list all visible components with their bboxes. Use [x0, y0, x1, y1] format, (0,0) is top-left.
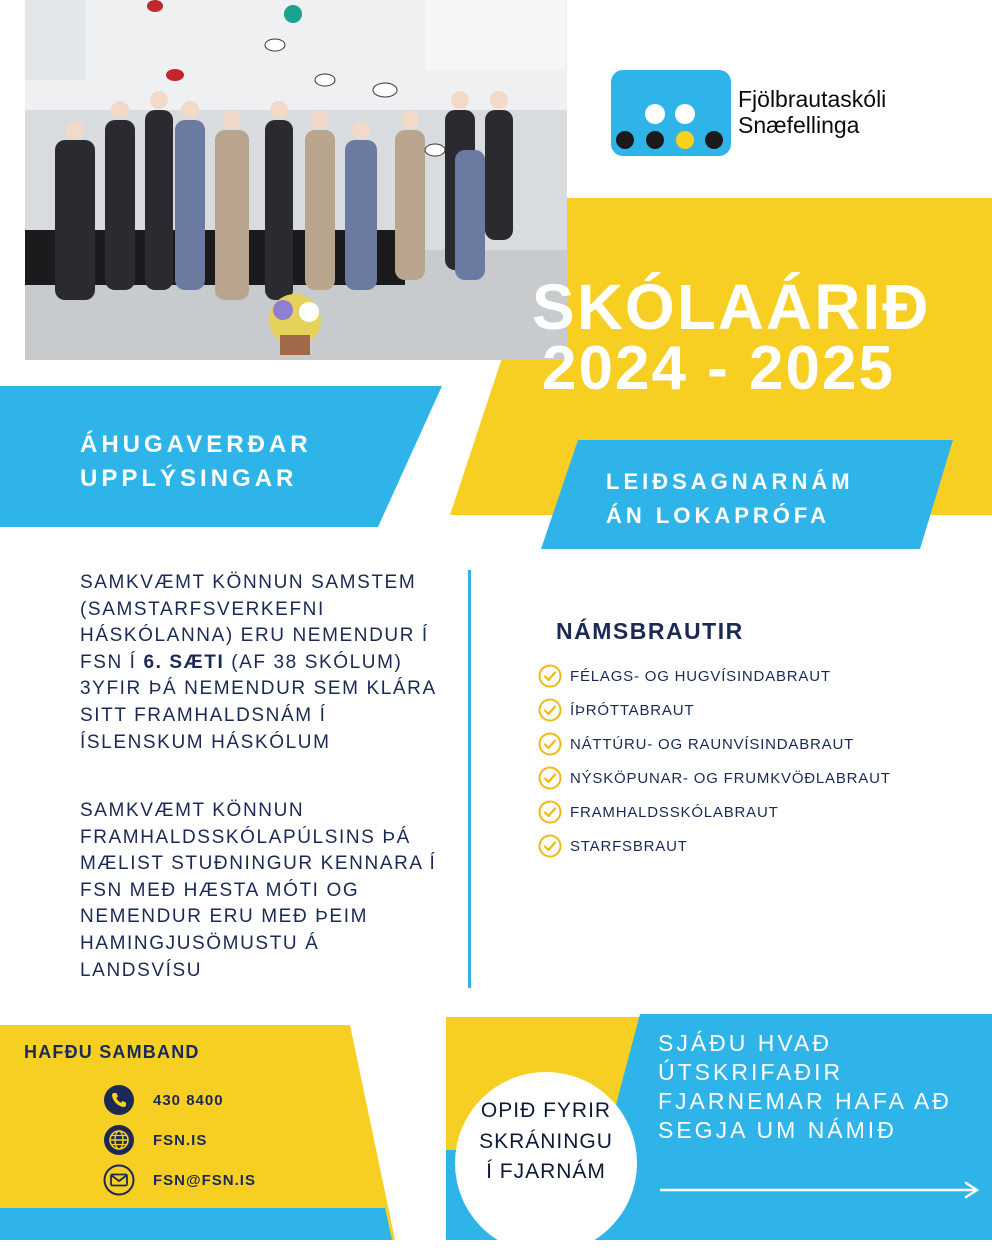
- logo-line-1: Fjölbrautaskóli: [738, 86, 887, 112]
- open-registration-text: [460, 1096, 632, 1188]
- program-item: [538, 831, 688, 861]
- globe-icon: [103, 1124, 135, 1156]
- program-label: NÁTTÚRU- OG RAUNVÍSINDABRAUT: [570, 735, 855, 753]
- check-circle-icon: [538, 834, 562, 858]
- contact-website[interactable]: [103, 1123, 207, 1157]
- school-year-dates: 2024 - 2025: [542, 334, 895, 403]
- logo-line-2: Snæfellinga: [738, 112, 860, 138]
- school-logo: [611, 70, 731, 156]
- phone-number: 430 8400: [153, 1091, 224, 1109]
- testimonial-line-2: ÚTSKRIFAÐIR: [658, 1059, 844, 1085]
- testimonial-line-4: SEGJA UM NÁMIÐ: [658, 1117, 897, 1143]
- survey-paragraph-2: SAMKVÆMT KÖNNUN FRAMHALDSSKÓLAPÚLSINS ÞÁ MÆLIST STUÐNINGUR KENNARA Í FSN MEÐ HÆSTA MÓTI OG NEMENDUR ERU MEÐ ÞEIM HAMINGJUSÖMUSTU Á LANDSVÍSU: [80, 800, 437, 981]
- program-item: [538, 729, 854, 759]
- program-item: [538, 763, 891, 793]
- info-banner-heading: [80, 428, 312, 496]
- program-item: [538, 661, 831, 691]
- program-item: [538, 695, 694, 725]
- contact-blue-strip: [0, 1208, 392, 1240]
- arrow-right-icon[interactable]: [660, 1180, 982, 1200]
- phone-icon: [103, 1084, 135, 1116]
- check-circle-icon: [538, 732, 562, 756]
- testimonial-link-text[interactable]: [658, 1029, 978, 1145]
- program-label: FÉLAGS- OG HUGVÍSINDABRAUT: [570, 667, 831, 685]
- program-label: ÍÞRÓTTABRAUT: [570, 701, 695, 719]
- open-line-3: Í FJARNÁM: [486, 1160, 606, 1183]
- info-banner-line-2: UPPLÝSINGAR: [80, 465, 298, 492]
- column-divider: [468, 570, 471, 988]
- check-circle-icon: [538, 800, 562, 824]
- email-address: FSN@FSN.IS: [153, 1171, 256, 1189]
- contact-email[interactable]: [103, 1163, 256, 1197]
- contact-title: HAFÐU SAMBAND: [24, 1042, 200, 1062]
- logo-wordmark: [738, 86, 886, 138]
- para1-before: SAMKVÆMT KÖNNUN SAMSTEM (SAMSTARFSVERKEFNI HÁSKÓLANNA) ERU NEMENDUR Í FSN Í: [80, 572, 429, 673]
- school-year-title: SKÓLAÁRIÐ: [532, 271, 931, 343]
- testimonial-line-1: SJÁÐU HVAÐ: [658, 1030, 832, 1056]
- program-label: FRAMHALDSSKÓLABRAUT: [570, 803, 779, 821]
- check-circle-icon: [538, 766, 562, 790]
- logo-dots-icon: [611, 70, 731, 156]
- info-banner-line-1: ÁHUGAVERÐAR: [80, 431, 312, 458]
- check-circle-icon: [538, 698, 562, 722]
- para1-after: (AF 38 SKÓLUM) 3YFIR ÞÁ NEMENDUR SEM KLÁRA SITT FRAMHALDSNÁM Í ÍSLENSKUM HÁSKÓLUM: [80, 651, 436, 753]
- guided-banner-heading: [606, 465, 854, 533]
- para1-bold: 6. SÆTI: [143, 651, 225, 673]
- guided-banner-line-1: LEIÐSAGNARNÁM: [606, 469, 854, 494]
- program-label: NÝSKÖPUNAR- OG FRUMKVÖÐLABRAUT: [570, 769, 891, 787]
- guided-banner-line-2: ÁN LOKAPRÓFA: [606, 503, 830, 528]
- program-item: [538, 797, 779, 827]
- program-label: STARFSBRAUT: [570, 837, 688, 855]
- open-line-2: SKRÁNINGU: [479, 1129, 613, 1153]
- survey-paragraph-1: [80, 570, 440, 756]
- open-line-1: OPIÐ FYRIR: [480, 1099, 612, 1122]
- mail-icon: [103, 1164, 135, 1196]
- website-url: FSN.IS: [153, 1131, 208, 1149]
- programs-title: NÁMSBRAUTIR: [556, 618, 744, 644]
- testimonial-line-3: FJARNEMAR HAFA AÐ: [658, 1088, 952, 1114]
- contact-phone[interactable]: [103, 1083, 224, 1117]
- check-circle-icon: [538, 664, 562, 688]
- graduation-photo: [25, 0, 567, 360]
